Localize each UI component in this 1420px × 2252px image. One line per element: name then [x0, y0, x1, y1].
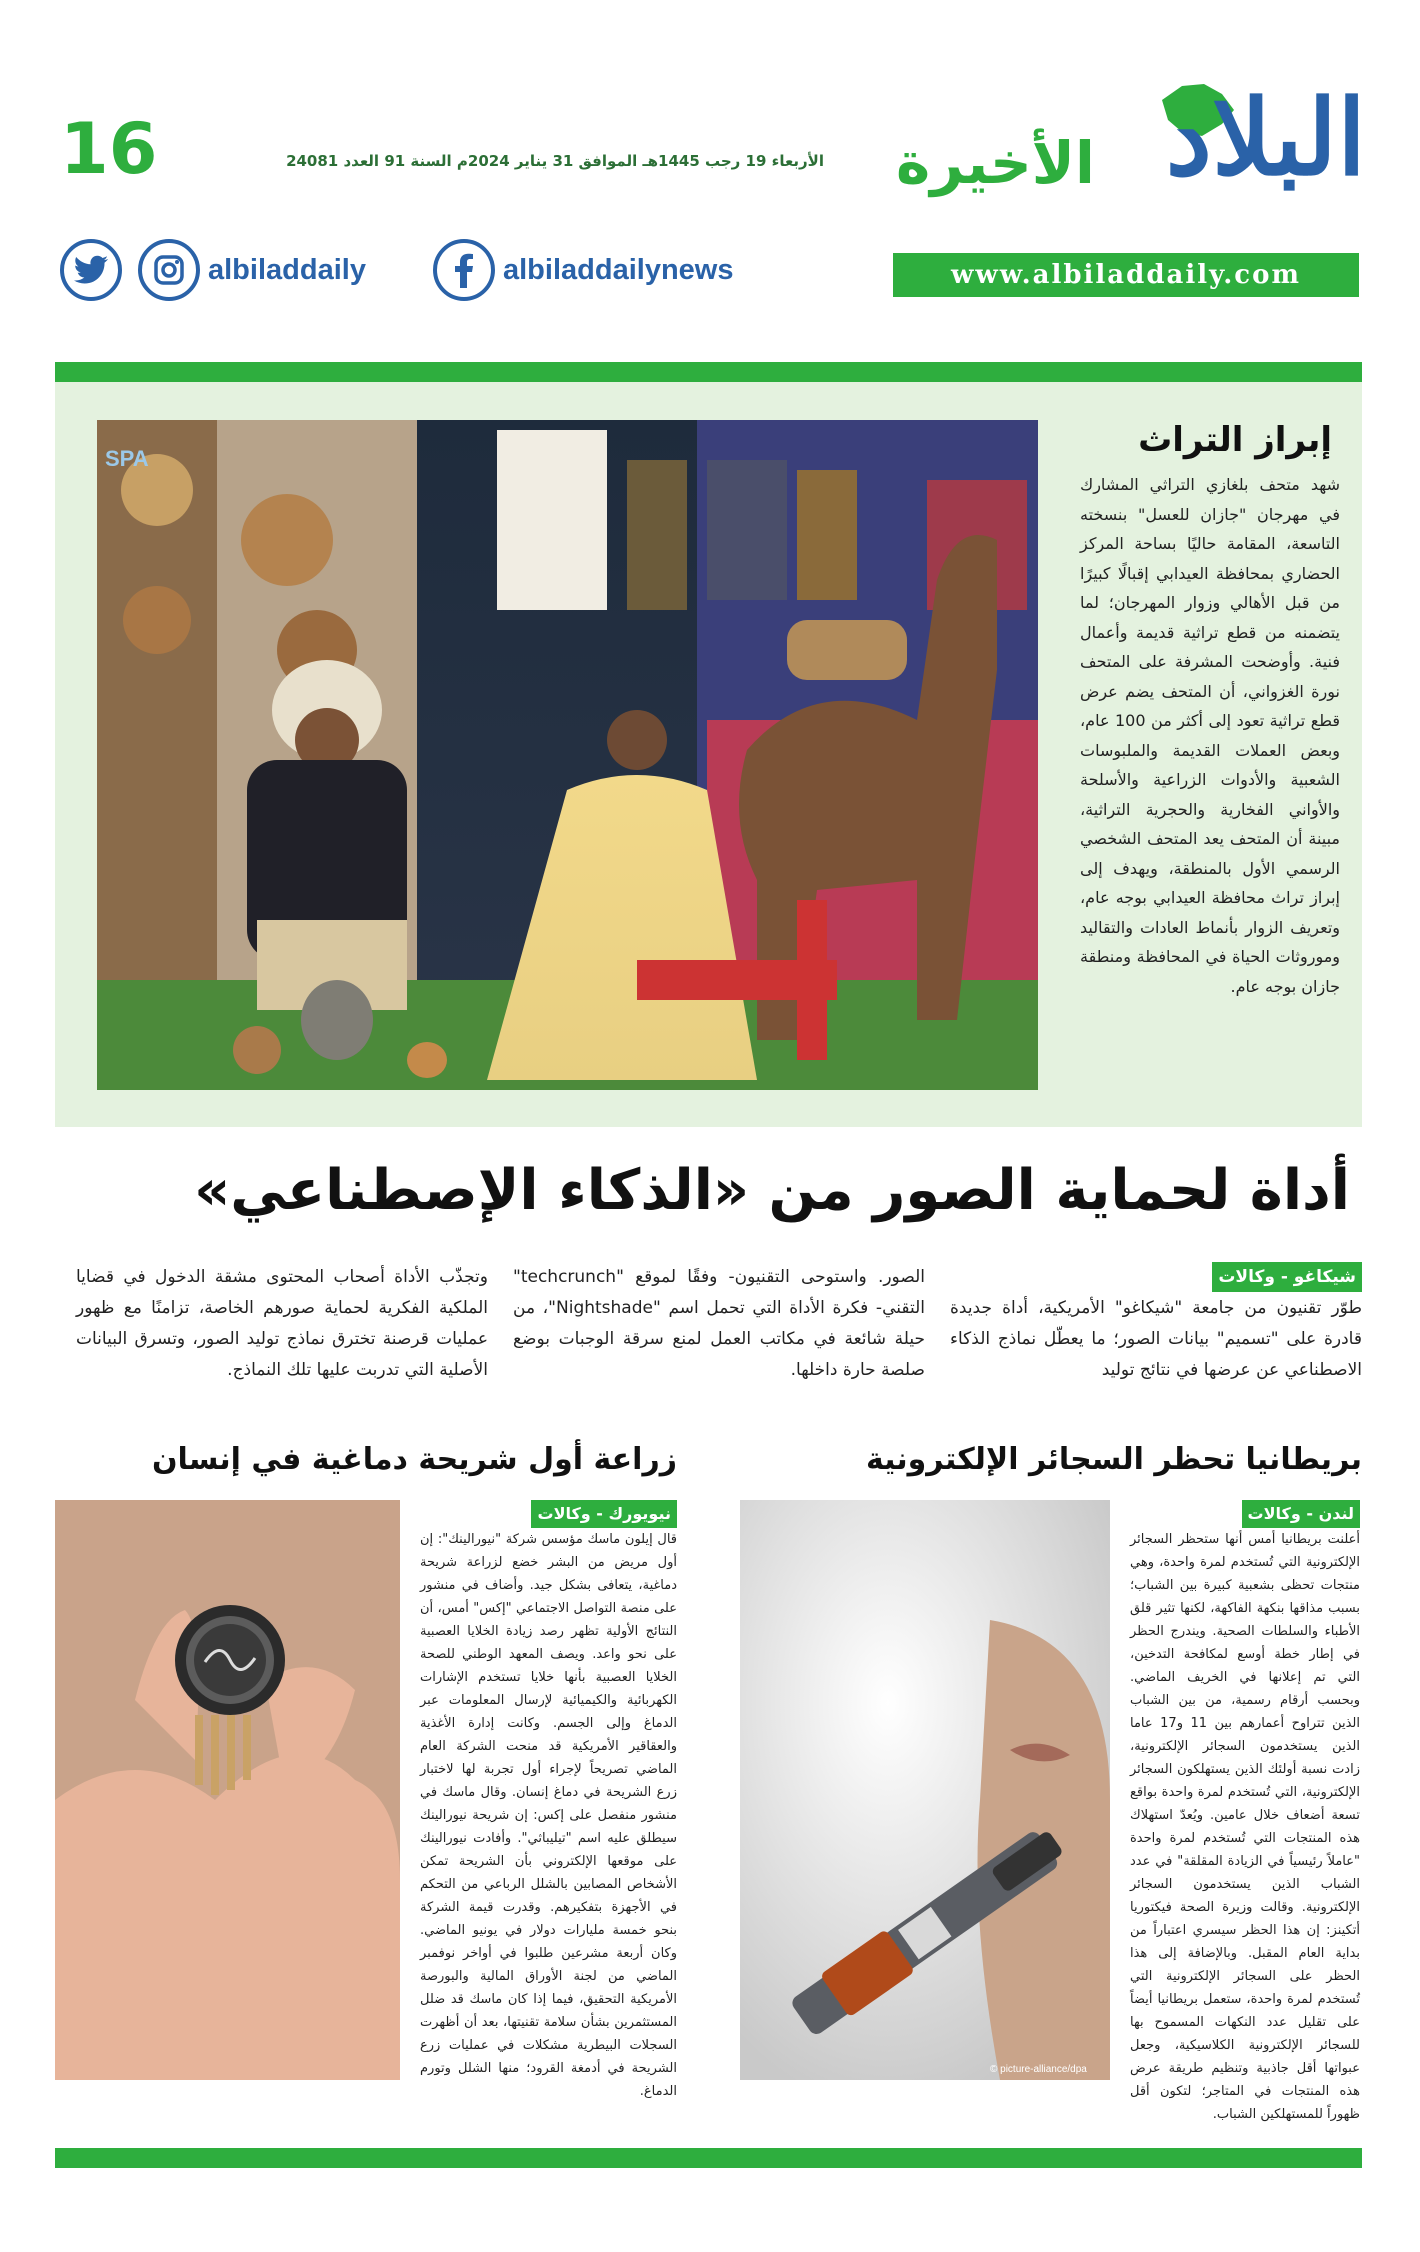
spa-watermark: SPA	[105, 446, 149, 471]
instagram-link[interactable]	[138, 238, 366, 302]
twitter-link[interactable]	[60, 238, 122, 302]
dateline-tag: لندن - وكالات	[1242, 1500, 1360, 1528]
instagram-handle: albiladdaily	[208, 253, 366, 286]
dateline-tag: نيويورك - وكالات	[531, 1500, 677, 1528]
newspaper-logo[interactable]	[896, 76, 1366, 206]
chip-headline: زراعة أول شريحة دماغية في إنسان	[151, 1442, 677, 1477]
ai-article	[55, 1262, 1362, 1412]
vape-photo	[740, 1500, 1110, 2080]
logo-sub-text: الأخيرة	[896, 129, 1095, 197]
top-divider-bar	[55, 362, 1362, 382]
logo-main-text: البلاد	[1165, 76, 1366, 199]
twitter-icon	[60, 239, 122, 301]
issue-date-line: الأربعاء 19 رجب 1445هـ الموافق 31 يناير 2024م السنة 91 العدد 24081	[286, 152, 824, 170]
ai-article-col-1	[950, 1262, 1362, 1412]
bottom-divider-bar	[55, 2148, 1362, 2168]
ecig-headline: بريطانيا تحظر السجائر الإلكترونية	[865, 1442, 1362, 1477]
feature-body: شهد متحف بلغازي التراثي المشارك في مهرجان "جازان للعسل" بنسخته التاسعة، المقامة حاليًا بساحة المركز الحضاري بمحافظة العيدابي إقبالًا كبيرًا من قبل الأهالي وزوار المهرجان؛ لما يتضمنه من قطع تراثية قديمة وأعمال فنية. وأوضحت المشرفة على المتحف نورة الغزواني، أن المتحف يضم عرض قطع تراثية تعود إلى أكثر من 100 عام، وبعض العملات القديمة والملبوسات الشعبية والأدوات الزراعية والأسلحة والأواني الفخارية والحجرية التراثية، مبينة أن المتحف يعد المتحف الشخصي الرسمي الأول بالمنطقة، ويهدف إلى إبراز تراث محافظة العيدابي بوجه عام، وتعريف الزوار بأنماط العادات والتقاليد وموروثات الحياة في المحافظة ومنطقة جازان بوجه عام.	[1080, 475, 1341, 996]
museum-photo	[97, 420, 1038, 1090]
facebook-handle: albiladdailynews	[503, 253, 734, 286]
ai-article-col-3: وتجذّب الأداة أصحاب المحتوى مشقة الدخول في قضايا الملكية الفكرية لحماية صورهم الخاصة، تزامنًا مع ظهور عمليات قرصنة تخترق نماذج توليد الصور، وتسرق البيانات الأصلية التي تدربت عليها تلك النماذج.	[76, 1267, 488, 1380]
facebook-icon	[433, 239, 495, 301]
main-headline: أداة لحماية الصور من «الذكاء الإصطناعي»	[194, 1158, 1350, 1223]
brain-chip-photo	[55, 1500, 400, 2080]
ecig-body: أعلنت بريطانيا أمس أنها ستحظر السجائر الإلكترونية التي تُستخدم لمرة واحدة، وهي منتجات تحظى بشعبية كبيرة بين الشباب؛ بسبب مذاقها بنكهة الفاكهة، لكنها تثير قلق الأطباء والسلطات الصحية. ويندرج الحظر في إطار خطة أوسع لمكافحة التدخين، التي تم إعلانها في الخريف الماضي. وبحسب أرقام رسمية، من بين الشباب الذين تتراوح أعمارهم بين 11 و17 عاما الذين يستخدمون السجائر الإلكترونية، زادت نسبة أولئك الذين يستهلكون السجائر الإلكترونية، التي تُستخدم لمرة واحدة بواقع تسعة أضعاف خلال عامين. ويُعدّ استهلاك هذه المنتجات التي تُستخدم لمرة واحدة "عاملاً رئيسياً في الزيادة المقلقة" في عدد الشباب الذين يستخدمون السجائر الإلكترونية. وقالت وزيرة الصحة فيكتوريا أتكينز: إن هذا الحظر سيسري اعتباراً من بداية العام المقبل. وبالإضافة إلى هذا الحظر على السجائر الإلكترونية التي تُستخدم لمرة واحدة، ستعمل بريطانيا أيضاً على تقليل عدد النكهات المسموح بها للسجائر الإلكترونية الكلاسيكية، وجعل عبواتها أقل جاذبية وتنظيم طريقة عرض هذه المنتجات في المتاجر؛ لتكون أقل ظهوراً للمستهلكين الشباب.	[1130, 1532, 1360, 2122]
page-number: 16	[60, 108, 158, 190]
photo-credit: © picture-alliance/dpa	[990, 2064, 1087, 2075]
chip-body: قال إيلون ماسك مؤسس شركة "نيورالينك": إن أول مريض من البشر خضع لزراعة شريحة دماغية، يتعافى بشكل جيد. وأضاف في منشور على منصة التواصل الاجتماعي "إكس" أمس، أن النتائج الأولية تظهر رصد زيادة الخلايا العصبية على نحو واعد. ويصف المعهد الوطني للصحة الخلايا العصبية بأنها خلايا تستخدم الإشارات الكهربائية والكيميائية لإرسال المعلومات عبر الدماغ وإلى الجسم. وكانت إدارة الأغذية والعقاقير الأمريكية قد منحت الشركة العام الماضي تصريحاً لإجراء أول تجربة لها لاختبار زرع الشريحة في دماغ إنسان. وقال ماسك في منشور منفصل على إكس: إن شريحة نيورالينك سيطلق عليه اسم "تيليباثي". وأفادت نيورالينك على موقعها الإلكتروني بأن الشريحة تمكن الأشخاص المصابين بالشلل الرباعي من التحكم في الأجهزة بتفكيرهم. وقدرت قيمة الشركة بنحو خمسة مليارات دولار في يونيو الماضي. وكان أربعة مشرعين طلبوا في أواخر نوفمبر الماضي من لجنة الأوراق المالية والبورصة الأمريكية التحقيق، فيما إذا كان ماسك قد ضلل المستثمرين بشأن سلامة تقنيتها، بعد أن أظهرت السجلات البيطرية مشكلات في عمليات زرع الشريحة في أدمغة القرود؛ منها الشلل وتورم الدماغ.	[420, 1532, 677, 2099]
feature-title: إبراز التراث	[1138, 420, 1332, 460]
ecig-article	[1130, 1500, 1360, 2126]
ai-article-col-1-text: طوّر تقنيون من جامعة "شيكاغو" الأمريكية، أداة جديدة قادرة على "تسميم" بيانات الصور؛ ما يعطّل نماذج الذكاء الاصطناعي عن عرضها في نتائج توليد	[950, 1298, 1362, 1380]
website-link[interactable]: www.albiladdaily.com	[893, 253, 1359, 297]
chip-article	[420, 1500, 677, 2103]
dateline-tag: شيكاغو - وكالات	[1212, 1262, 1362, 1292]
facebook-link[interactable]	[433, 238, 733, 302]
ai-article-col-2: الصور. واستوحى التقنيون- وفقًا لموقع "techcrunch" التقني- فكرة الأداة التي تحمل اسم "Nightshade"، من حيلة شائعة في مكاتب العمل لمنع سرقة الوجبات بوضع صلصة حارة داخلها.	[513, 1267, 925, 1380]
instagram-icon	[138, 239, 200, 301]
